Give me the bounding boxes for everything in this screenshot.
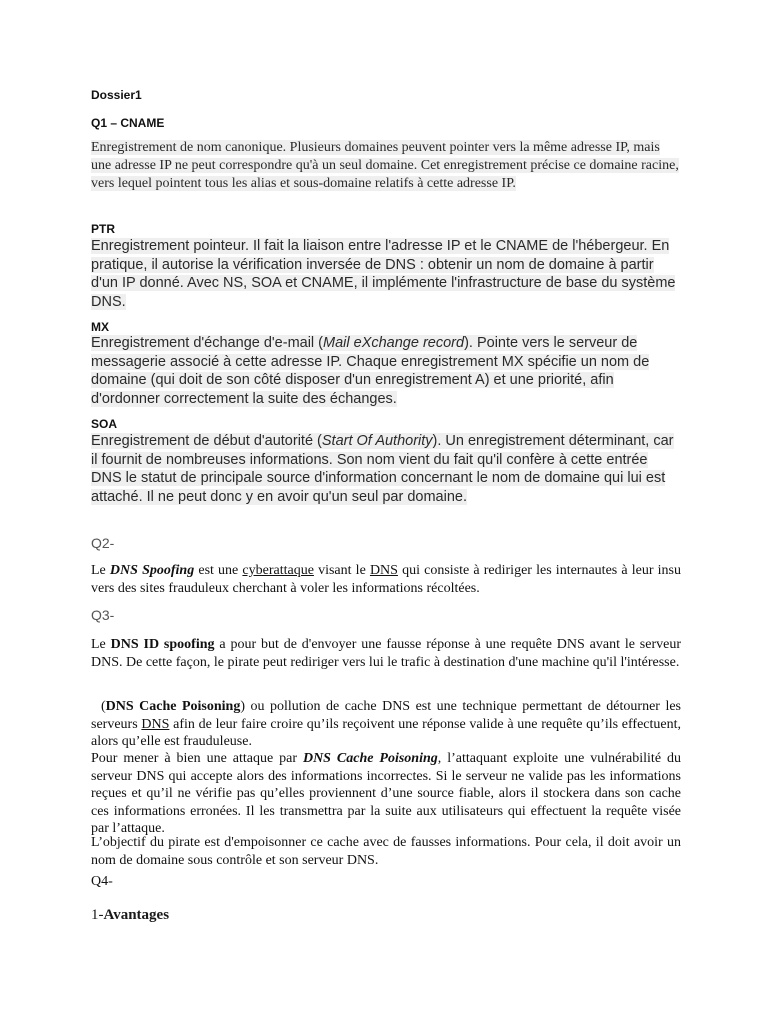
q3-attack-paragraph — [91, 750, 681, 838]
q3b-b: afin de leur faire croire qu’ils reçoivent une réponse valide à une requête qu’ils effectuent, alors qu’elle est frauduleuse. — [91, 716, 681, 749]
q2-term: DNS Spoofing — [109, 563, 195, 578]
avantages-number: 1- — [91, 907, 104, 923]
q4-heading: Q4- — [91, 874, 113, 889]
q3-cache-paragraph — [91, 698, 681, 751]
q2-c: qui consiste à rediriger les internautes à leur insu vers des sites frauduleux cherchant à voler les informations récoltées. — [91, 563, 681, 596]
dns-link-2[interactable]: DNS — [141, 716, 170, 732]
q3b-a: ) ou pollution de cache DNS est une technique permettant de détourner les serveurs — [91, 699, 681, 732]
q2-b: visant le — [313, 563, 370, 578]
soa-text-em: Start Of Authority — [321, 433, 433, 449]
q2-a: est une — [194, 563, 243, 578]
q3-le: Le — [91, 637, 111, 652]
q3b-open: ( — [101, 699, 106, 714]
cyberattaque-link[interactable]: cyberattaque — [242, 563, 314, 578]
avantages-heading — [91, 907, 681, 924]
dns-link[interactable]: DNS — [369, 563, 398, 578]
q3-objective-paragraph: L’objectif du pirate est d'empoisonner ce cache avec de fausses informations. Pour cela, il doit avoir un nom de domaine sous contrôle et son serveur DNS. — [91, 835, 681, 868]
q1-heading: Q1 – CNAME — [91, 116, 165, 130]
mx-text-a: Enregistrement d'échange d'e-mail ( — [91, 335, 324, 351]
cname-text: Enregistrement de nom canonique. Plusieurs domaines peuvent pointer vers la même adresse IP, mais une adresse IP ne peut correspondre qu'à un seul domaine. Cet enregistrement précise ce domaine racine, vers lequel pointent tous les alias et sous-domaine relatifs à cette adresse IP. — [91, 140, 679, 191]
document-title: Dossier1 — [91, 88, 142, 102]
mx-heading: MX — [91, 320, 109, 334]
q3-term: DNS ID spoofing — [110, 637, 215, 652]
soa-text-b: ). Un enregistrement déterminant, car il fournit de nombreuses informations. Son nom vient du fait qu'il confère à cette entrée DNS le statut de principale source d'information concernant le nom de domaine qui lui est attaché. Il ne peut donc y en avoir qu'un seul par domaine. — [91, 433, 674, 505]
soa-paragraph — [91, 432, 681, 506]
q3c-a: Pour mener à bien une attaque par — [91, 751, 303, 766]
q2-paragraph — [91, 562, 681, 597]
soa-text-a: Enregistrement de début d'autorité ( — [91, 433, 322, 449]
ptr-heading: PTR — [91, 222, 115, 236]
q2-heading: Q2- — [91, 535, 115, 551]
mx-text-em: Mail eXchange record — [323, 335, 465, 351]
q3b-term: DNS Cache Poisoning — [105, 699, 241, 714]
cname-paragraph — [91, 139, 681, 193]
q3-paragraph — [91, 636, 681, 671]
q2-le: Le — [91, 563, 110, 578]
avantages-title: Avantages — [103, 907, 170, 923]
q3-text: a pour but de d'envoyer une fausse réponse à une requête DNS avant le serveur DNS. De cette façon, le pirate peut rediriger vers lui le trafic à destination d'une machine qu'il l'intéresse. — [91, 637, 682, 670]
q3c-term: DNS Cache Poisoning — [302, 751, 438, 766]
ptr-text: Enregistrement pointeur. Il fait la liaison entre l'adresse IP et le CNAME de l'hébergeur. En pratique, il autorise la vérification inversée de DNS : obtenir un nom de domaine à partir d'un IP donné. Avec NS, SOA et CNAME, il implémente l'infrastructure de base du système DNS. — [91, 238, 676, 310]
mx-paragraph — [91, 334, 681, 408]
q3-heading: Q3- — [91, 607, 115, 623]
soa-heading: SOA — [91, 417, 118, 431]
q3c-b: , l’attaquant exploite une vulnérabilité du serveur DNS qui accepte alors des informations incorrectes. Si le serveur ne valide pas les informations reçues et qu’il ne vérifie pas qu’elles proviennent d’une source fiable, alors il stockera dans son cache ces informations erronées. Il les transmettra par la suite aux utilisateurs qui effectuent la requête visée par l’attaque. — [91, 751, 681, 836]
ptr-paragraph — [91, 237, 681, 311]
mx-text-b: ). Pointe vers le serveur de messagerie associé à cette adresse IP. Chaque enregistrement MX spécifie un nom de domaine (qui doit de son côté disposer d'un enregistrement A) et une priorité, afin d'ordonner correctement la suite des échanges. — [91, 335, 650, 407]
